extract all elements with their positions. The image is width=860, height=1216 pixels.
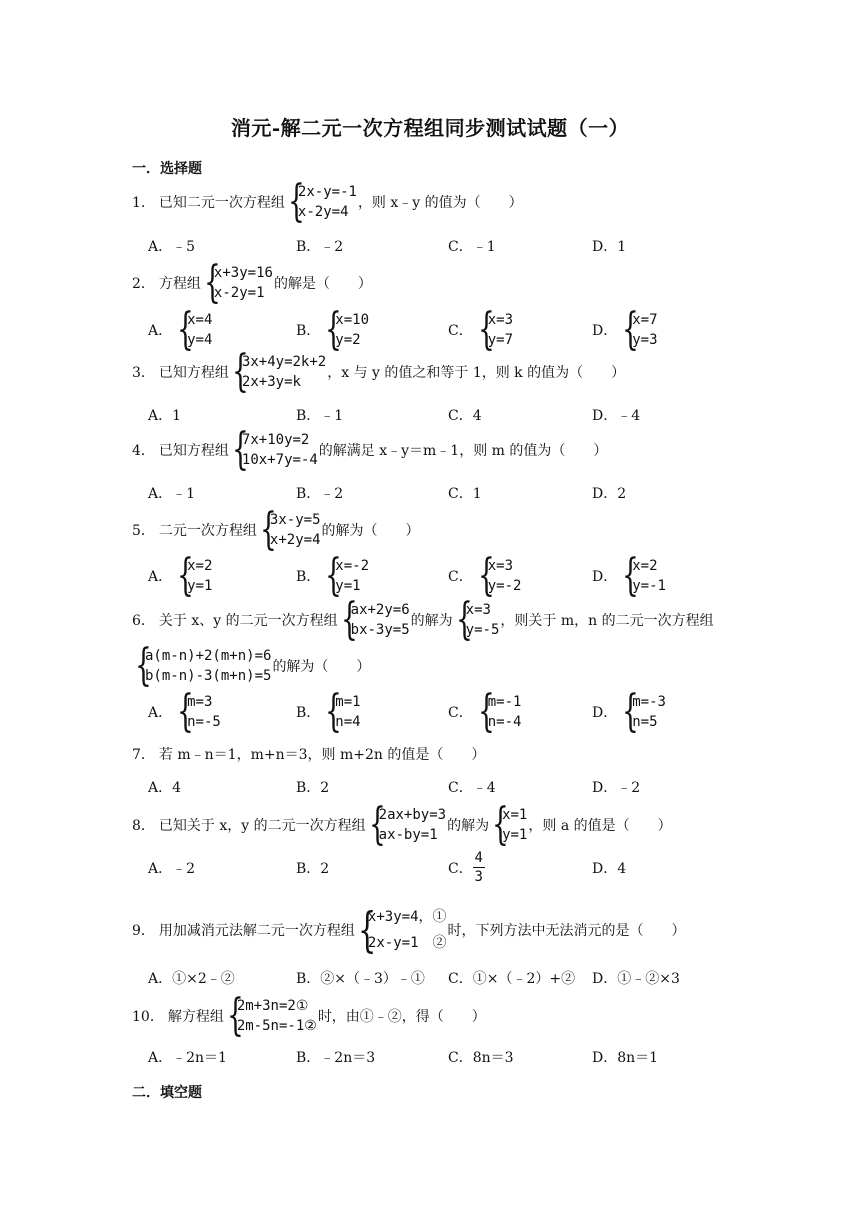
brace-icon: {	[357, 902, 377, 958]
equation: 3x+4y=2k+2	[241, 354, 327, 370]
options-8	[148, 850, 748, 885]
section-heading-fill: 二．填空题	[132, 1085, 202, 1101]
question-4	[132, 424, 608, 475]
equation: 7x+10y=2	[241, 432, 310, 448]
equation: bx-3y=5	[350, 622, 410, 638]
question-text: 若 m﹣n＝1，m+n＝3，则 m+2n 的值是（ ）	[158, 747, 486, 763]
brace-icon: {	[455, 594, 473, 645]
equation: m=-3	[632, 694, 666, 710]
brace-icon: {	[492, 799, 509, 850]
equation: x=3	[487, 558, 514, 574]
option-d[interactable]: D．①﹣②×3	[592, 971, 680, 987]
question-9	[132, 904, 686, 956]
option-a[interactable]: A．﹣1	[148, 486, 196, 502]
equation: n=4	[335, 714, 361, 730]
brace-icon: {	[135, 640, 152, 691]
option-a[interactable]	[148, 304, 213, 355]
equation: x=1	[502, 807, 528, 823]
option-a[interactable]	[148, 686, 222, 737]
option-d[interactable]: D．2	[592, 486, 627, 502]
fraction	[473, 850, 485, 885]
equation: x=3	[465, 602, 491, 618]
equation: y=4	[187, 332, 213, 348]
option-a[interactable]: A．﹣2	[148, 861, 196, 877]
equation: 10x+7y=-4	[241, 452, 318, 468]
equation: m=-1	[487, 694, 522, 710]
equation: x+3y=16	[213, 265, 273, 281]
brace-icon: {	[340, 594, 358, 645]
option-label: A．	[148, 323, 173, 339]
option-label: C．	[448, 569, 473, 585]
brace-icon: {	[477, 304, 495, 355]
options-7	[148, 777, 748, 801]
equation: y=1	[187, 578, 213, 594]
equation-system	[356, 904, 447, 956]
question-6-line-2	[132, 640, 371, 691]
option-b[interactable]: B．2	[296, 861, 330, 877]
question-text: 的解为（ ）	[272, 659, 371, 675]
option-c[interactable]: C．4	[448, 408, 482, 424]
option-b[interactable]: B．②×（﹣3）﹣①	[296, 971, 425, 987]
option-c[interactable]	[448, 304, 514, 355]
equation: y=2	[335, 332, 361, 348]
question-text: 已知方程组	[158, 443, 229, 459]
brace-icon: {	[477, 686, 495, 737]
equation: m=1	[335, 694, 361, 710]
option-d[interactable]	[592, 550, 667, 601]
brace-icon: {	[368, 799, 386, 850]
equation-system	[230, 424, 318, 475]
brace-icon: {	[325, 686, 343, 737]
option-c[interactable]	[448, 686, 522, 737]
question-text: 的解为	[410, 613, 453, 629]
equation-system	[339, 594, 410, 645]
question-number: 7．	[132, 747, 155, 763]
equation: x=2	[187, 558, 213, 574]
brace-icon: {	[231, 424, 249, 475]
option-b[interactable]	[296, 550, 370, 601]
brace-icon: {	[287, 176, 305, 227]
option-c[interactable]	[448, 850, 485, 885]
question-1	[132, 176, 523, 227]
equation: y=1	[502, 827, 528, 843]
equation: y=1	[335, 578, 361, 594]
equation: 2x+3y=k	[241, 374, 301, 390]
option-a[interactable]	[148, 550, 213, 601]
equation: n=-5	[187, 714, 221, 730]
option-label: B．	[296, 323, 321, 339]
option-c[interactable]: C．8n＝3	[448, 1050, 514, 1066]
equation-system	[367, 799, 447, 850]
option-c[interactable]: C．1	[448, 486, 482, 502]
question-2	[132, 257, 372, 308]
option-c[interactable]: C．﹣1	[448, 239, 496, 255]
option-label: D．	[592, 569, 618, 585]
question-number: 1．	[132, 195, 155, 211]
option-label: C．	[448, 705, 473, 721]
brace-icon: {	[477, 550, 495, 601]
equation-system	[286, 176, 357, 227]
equation-system	[258, 504, 321, 555]
option-d[interactable]	[592, 686, 667, 737]
option-label: B．	[296, 705, 321, 721]
equation: x+3y=4，①	[367, 909, 447, 925]
option-label: C．	[448, 323, 473, 339]
equation: ax+2y=6	[350, 602, 410, 618]
equation: x=7	[632, 312, 658, 328]
question-text: ，则 a 的值是（ ）	[528, 818, 672, 834]
question-text: ，则 x﹣y 的值为（ ）	[357, 195, 523, 211]
question-text: 时，由①﹣②，得（ ）	[317, 1009, 486, 1025]
equation: b(m-n)-3(m+n)=5	[145, 668, 272, 684]
brace-icon: {	[259, 504, 277, 555]
equation: 2m-5n=-1②	[236, 1018, 317, 1034]
question-text: 二元一次方程组	[158, 523, 257, 539]
option-d[interactable]: D．﹣4	[592, 408, 641, 424]
option-d[interactable]	[592, 304, 659, 355]
brace-icon: {	[325, 304, 343, 355]
question-text: 已知关于 x，y 的二元一次方程组	[158, 818, 366, 834]
brace-icon: {	[622, 686, 640, 737]
equation: n=-4	[487, 714, 522, 730]
fraction-bar	[473, 867, 485, 868]
solution-system	[490, 799, 528, 850]
equation: m=3	[187, 694, 213, 710]
option-label: D．	[592, 323, 618, 339]
option-a[interactable]: A．①×2﹣②	[148, 971, 235, 987]
option-d[interactable]: D．1	[592, 239, 627, 255]
option-b[interactable]: B．﹣2	[296, 239, 344, 255]
brace-icon: {	[325, 550, 343, 601]
section-heading-choice: 一．选择题	[132, 161, 202, 177]
question-text: 的解为	[447, 818, 490, 834]
option-label: B．	[296, 569, 321, 585]
brace-icon: {	[177, 550, 194, 601]
equation: x-2y=4	[297, 204, 349, 220]
question-number: 6．	[132, 613, 155, 629]
equation: x=2	[632, 558, 658, 574]
question-8	[132, 799, 672, 850]
brace-icon: {	[622, 550, 640, 601]
option-c[interactable]: C．①×（﹣2）+②	[448, 971, 576, 987]
options-4	[148, 483, 748, 507]
question-text: 方程组	[158, 276, 201, 292]
brace-icon: {	[231, 346, 249, 397]
option-d[interactable]: D．4	[592, 861, 627, 877]
equation: y=-1	[632, 578, 666, 594]
question-number: 8．	[132, 818, 155, 834]
option-label: D．	[592, 705, 618, 721]
equation: x=4	[187, 312, 213, 328]
question-text: ，x 与 y 的值之和等于 1，则 k 的值为（ ）	[327, 365, 626, 381]
options-9	[148, 968, 748, 992]
equation: y=-5	[465, 622, 500, 638]
brace-icon: {	[177, 686, 194, 737]
question-number: 4．	[132, 443, 155, 459]
option-b[interactable]: B．2	[296, 780, 330, 796]
question-text: 已知方程组	[158, 365, 229, 381]
question-10	[132, 990, 486, 1041]
question-text: ，则关于 m，n 的二元一次方程组	[500, 613, 714, 629]
options-5	[148, 550, 748, 601]
option-label: C．	[448, 860, 473, 877]
options-1	[148, 236, 748, 260]
equation: x-2y=1	[213, 285, 265, 301]
page-title: 消元-解二元一次方程组同步测试试题（一）	[230, 116, 630, 140]
option-a[interactable]: A．﹣5	[148, 239, 196, 255]
question-number: 10．	[132, 1009, 164, 1025]
question-number: 3．	[132, 365, 155, 381]
option-a[interactable]: A．4	[148, 780, 182, 796]
question-number: 2．	[132, 276, 155, 292]
question-text: 已知二元一次方程组	[158, 195, 285, 211]
solution-system	[454, 594, 500, 645]
brace-icon: {	[177, 304, 194, 355]
equation: x=3	[487, 312, 514, 328]
question-text: 关于 x、y 的二元一次方程组	[158, 613, 338, 629]
equation-system	[133, 640, 272, 691]
question-7	[132, 744, 485, 764]
option-b[interactable]: B．﹣2n＝3	[296, 1050, 376, 1066]
option-c[interactable]	[448, 550, 522, 601]
equation: y=-2	[487, 578, 522, 594]
equation: 2ax+by=3	[378, 807, 447, 823]
option-a[interactable]: A．1	[148, 408, 182, 424]
equation: 2m+3n=2①	[236, 998, 309, 1014]
equation: ax-by=1	[378, 827, 438, 843]
options-2	[148, 304, 748, 355]
option-b[interactable]: B．﹣2	[296, 486, 344, 502]
question-text: 的解为（ ）	[321, 523, 420, 539]
equation: x=10	[335, 312, 370, 328]
equation: 2x-y=1 ②	[367, 935, 447, 951]
question-3	[132, 346, 626, 397]
equation: y=3	[632, 332, 658, 348]
question-text: 的解满足 x﹣y＝m﹣1，则 m 的值为（ ）	[318, 443, 608, 459]
question-text: 解方程组	[167, 1009, 224, 1025]
equation: x+2y=4	[269, 532, 321, 548]
equation-system	[202, 257, 273, 308]
option-c[interactable]: C．﹣4	[448, 780, 496, 796]
question-6	[132, 594, 714, 645]
option-d[interactable]: D．﹣2	[592, 780, 641, 796]
brace-icon: {	[226, 990, 244, 1041]
equation: n=5	[632, 714, 658, 730]
equation: 3x-y=5	[269, 512, 321, 528]
options-6	[148, 686, 748, 737]
equation-system	[225, 990, 317, 1041]
equation: 2x-y=-1	[297, 184, 357, 200]
option-label: A．	[148, 705, 173, 721]
option-label: A．	[148, 569, 173, 585]
brace-icon: {	[203, 257, 221, 308]
options-10	[148, 1047, 748, 1071]
option-d[interactable]: D．8n＝1	[592, 1050, 659, 1066]
equation-system	[230, 346, 327, 397]
question-number: 9．	[132, 923, 155, 939]
option-a[interactable]: A．﹣2n＝1	[148, 1050, 227, 1066]
option-b[interactable]	[296, 304, 370, 355]
question-number: 5．	[132, 523, 155, 539]
option-b[interactable]: B．﹣1	[296, 408, 344, 424]
numerator: 4	[474, 850, 483, 866]
equation: x=-2	[335, 558, 370, 574]
question-text: 的解是（ ）	[273, 276, 372, 292]
denominator: 3	[474, 869, 483, 885]
question-text: 时，下列方法中无法消元的是（ ）	[447, 923, 686, 939]
option-b[interactable]	[296, 686, 362, 737]
brace-icon: {	[622, 304, 640, 355]
question-5	[132, 504, 420, 555]
question-text: 用加减消元法解二元一次方程组	[158, 923, 355, 939]
equation: a(m-n)+2(m+n)=6	[145, 648, 272, 664]
equation: y=7	[487, 332, 514, 348]
